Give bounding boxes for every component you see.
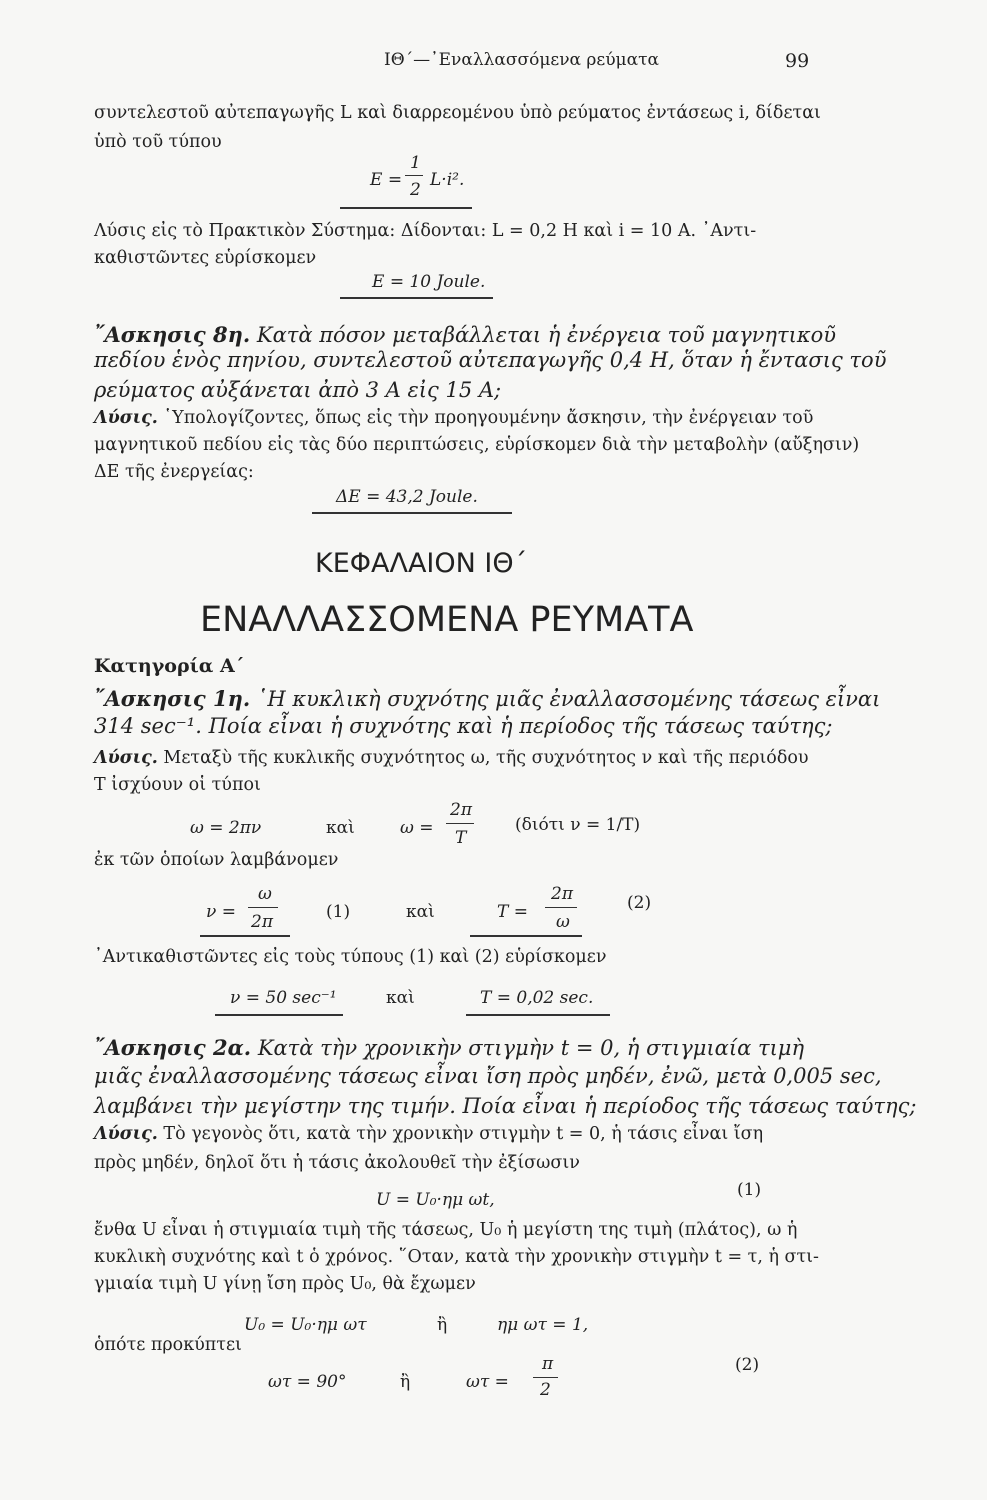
exercise-8-label: ῎Ασκησις 8η. <box>94 322 251 347</box>
intro-solution-line-1: Λύσις εἰς τὸ Πρακτικὸν Σύστημα: Δίδονται: L = 0,2 H καὶ i = 10 A. ᾿Αντι- <box>94 221 757 241</box>
exercise-1-question-line-1: ῎Ασκησις 1η. ῾Η κυκλικὴ συχνότης μιᾶς ἐναλλασσομένης τάσεως εἶναι <box>94 686 881 711</box>
exercise-1-solution-line-1: Λύσις. Μεταξὺ τῆς κυκλικῆς συχνότητος ω, τῆς συχνότητος ν καὶ τῆς περιόδου <box>94 748 809 768</box>
exercise-2-question-line-1: ῎Ασκησις 2α. Κατὰ τὴν χρονικὴν στιγμὴν t = 0, ἡ στιγμιαία τιμὴ <box>94 1035 805 1060</box>
underline <box>466 1014 610 1016</box>
category-heading: Κατηγορία Α΄ <box>94 655 245 677</box>
exercise-8-question-line-2: πεδίου ἑνὸς πηνίου, συντελεστοῦ αὐτεπαγωγῆς 0,4 H, ὅταν ἡ ἔντασις τοῦ <box>94 348 887 372</box>
intro-line-2: ὑπὸ τοῦ τύπου <box>94 132 222 152</box>
solution-label: Λύσις. <box>94 1124 158 1144</box>
equation-number: (2) <box>735 1355 760 1375</box>
chapter-label: ΚΕΦΑΛΑΙΟΝ ΙΘ΄ <box>315 548 528 579</box>
underline <box>200 935 290 937</box>
exercise-8-solution-line-1: Λύσις. ῾Υπολογίζοντες, ὅπως εἰς τὴν προηγουμένην ἄσκησιν, τὴν ἐνέργειαν τοῦ <box>94 408 814 428</box>
underline <box>215 1014 343 1016</box>
exercise-8-solution-line-3: ΔE τῆς ἐνεργείας: <box>94 462 254 482</box>
fraction-bar <box>446 823 474 824</box>
chapter-title: ΕΝΑΛΛΑΣΣΟΜΕΝΑ ΡΕΥΜΑΤΑ <box>200 600 694 640</box>
intro-result: E = 10 Joule. <box>372 272 486 292</box>
running-header-title: ΙΘ΄—᾿Εναλλασσόμενα ρεύματα <box>384 50 659 70</box>
exercise-2-solution-line-5: γμιαία τιμὴ U γίνῃ ἴση πρὸς U₀, θὰ ἔχωμεν <box>94 1274 476 1294</box>
page-number: 99 <box>785 50 810 72</box>
intro-line-1: συντελεστοῦ αὐτεπαγωγῆς L καὶ διαρρεομένου ὑπὸ ρεύματος ἐντάσεως i, δίδεται <box>94 103 821 123</box>
exercise-1-solution-line-3: ἐκ τῶν ὁποίων λαμβάνομεν <box>94 850 339 870</box>
exercise-2-solution-line-6: ὁπότε προκύπτει <box>94 1335 242 1355</box>
exercise-1-question-line-2: 314 sec⁻¹. Ποία εἶναι ἡ συχνότης καὶ ἡ περίοδος τῆς τάσεως ταύτης; <box>94 714 833 738</box>
underline <box>340 297 493 299</box>
exercise-8-question-line-3: ρεύματος αὐξάνεται ἀπὸ 3 A εἰς 15 A; <box>94 378 502 402</box>
underline <box>340 207 472 209</box>
equation-number: (1) <box>737 1180 762 1200</box>
intro-solution-line-2: καθιστῶντες εὑρίσκομεν <box>94 248 317 268</box>
solution-label: Λύσις. <box>94 408 158 428</box>
exercise-2-equation-1: U = U₀·ημ ωt, <box>376 1190 495 1210</box>
underline <box>470 935 582 937</box>
exercise-1-label: ῎Ασκησις 1η. <box>94 686 251 711</box>
solution-label: Λύσις. <box>94 748 158 768</box>
fraction-bar <box>405 175 423 176</box>
exercise-2-solution-line-1: Λύσις. Τὸ γεγονὸς ὅτι, κατὰ τὴν χρονικὴν στιγμὴν t = 0, ἡ τάσις εἶναι ἴση <box>94 1124 764 1144</box>
exercise-2-question-line-3: λαμβάνει τὴν μεγίστην της τιμήν. Ποία εἶναι ἡ περίοδος τῆς τάσεως ταύτης; <box>94 1094 917 1118</box>
exercise-2-label: ῎Ασκησις 2α. <box>94 1035 252 1060</box>
exercise-2-solution-line-3: ἔνθα U εἶναι ἡ στιγμιαία τιμὴ τῆς τάσεως, U₀ ἡ μεγίστη της τιμὴ (πλάτος), ω ἡ <box>94 1220 798 1240</box>
exercise-8-result: ΔE = 43,2 Joule. <box>336 487 478 507</box>
underline <box>312 512 512 514</box>
fraction-bar <box>533 1377 558 1378</box>
exercise-1-solution-line-2: T ἰσχύουν οἱ τύποι <box>94 775 261 795</box>
exercise-2-solution-line-2: πρὸς μηδέν, δηλοῖ ὅτι ἡ τάσις ἀκολουθεῖ τὴν ἐξίσωσιν <box>94 1153 580 1173</box>
exercise-8-solution-line-2: μαγνητικοῦ πεδίου εἰς τὰς δύο περιπτώσεις, εὑρίσκομεν διὰ τὴν μεταβολὴν (αὔξησιν) <box>94 435 860 455</box>
exercise-2-question-line-2: μιᾶς ἐναλλασσομένης τάσεως εἶναι ἴση πρὸς μηδέν, ἐνῶ, μετὰ 0,005 sec, <box>94 1064 882 1088</box>
exercise-1-solution-line-4: ᾿Αντικαθιστῶντες εἰς τοὺς τύπους (1) καὶ (2) εὑρίσκομεν <box>94 947 607 967</box>
exercise-8-question-line-1: ῎Ασκησις 8η. Κατὰ πόσον μεταβάλλεται ἡ ἐνέργεια τοῦ μαγνητικοῦ <box>94 322 837 347</box>
fraction-bar <box>248 907 278 908</box>
exercise-2-solution-line-4: κυκλικὴ συχνότης καὶ t ὁ χρόνος. ῞Οταν, κατὰ τὴν χρονικὴν στιγμὴν t = τ, ἡ στι- <box>94 1247 819 1267</box>
fraction-bar <box>545 907 577 908</box>
